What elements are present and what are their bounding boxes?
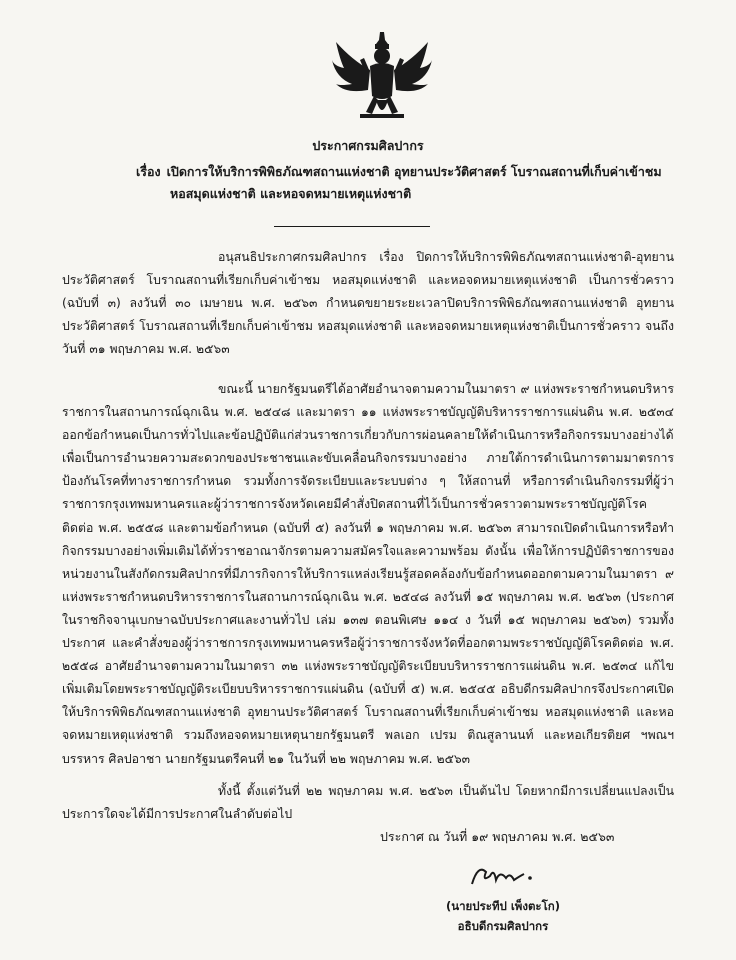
- signer-position: อธิบดีกรมศิลปากร: [457, 919, 549, 933]
- header-divider: [274, 226, 430, 227]
- announcement-date: ประกาศ ณ วันที่ ๑๙ พฤษภาคม พ.ศ. ๒๕๖๓: [380, 829, 615, 844]
- document-title: ประกาศกรมศิลปากร: [312, 138, 424, 153]
- garuda-emblem-icon: [330, 30, 434, 126]
- paragraph-1: อนุสนธิประกาศกรมศิลปากร เรื่อง ปิดการให้บริการพิพิธภัณฑสถานแห่งชาติ-อุทยานประวัติศาสตร์ โบราณสถานที่เรียกเก็บค่าเข้าชม หอสมุดแห่งชาติ และหอจดหมายเหตุแห่งชาติ เป็นการชั่วคราว (ฉบับที่ ๓) ลงวันที่ ๓๐ เมษายน พ.ศ. ๒๕๖๓ กำหนดขยายระยะเวลาปิดบริการพิพิธภัณฑสถานแห่งชาติ อุทยานประวัติศาสตร์ โบราณสถานที่เรียกเก็บค่าเข้าชม หอสมุดแห่งชาติ และหอจดหมายเหตุแห่งชาติเป็นการชั่วคราว จนถึงวันที่ ๓๑ พฤษภาคม พ.ศ. ๒๕๖๓: [62, 250, 674, 357]
- subject-label: เรื่อง: [136, 164, 161, 179]
- handwritten-signature: [466, 858, 540, 892]
- subject-text-line1: เปิดการให้บริการพิพิธภัณฑสถานแห่งชาติ อุทยานประวัติศาสตร์ โบราณสถานที่เก็บค่าเข้าชม: [166, 164, 662, 179]
- paragraph-2: ขณะนี้ นายกรัฐมนตรีได้อาศัยอำนาจตามความในมาตรา ๙ แห่งพระราชกำหนดบริหารราชการในสถานการณ์ฉุกเฉิน พ.ศ. ๒๕๔๘ และมาตรา ๑๑ แห่งพระราชบัญญัติบริหารราชการแผ่นดิน พ.ศ. ๒๕๓๔ ออกข้อกำหนดเป็นการทั่วไปและข้อปฏิบัติแก่ส่วนราชการเกี่ยวกับการผ่อนคลายให้ดำเนินการหรือกิจกรรมบางอย่างได้เพื่อเป็นการอำนวยความสะดวกของประชาชนและขับเคลื่อนกิจกรรมบางอย่าง ภายใต้การดำเนินการตามมาตรการป้องกันโรคที่ทางราชการกำหนด รวมทั้งการจัดระเบียบและระบบต่าง ๆ ให้สถานที่ หรือการดำเนินกิจกรรมที่ผู้ว่าราชการกรุงเทพมหานครและผู้ว่าราชการจังหวัดเคยมีคำสั่งปิดสถานที่ไว้เป็นการชั่วคราวตามพระราชบัญญัติโรคติดต่อ พ.ศ. ๒๕๕๘ และตามข้อกำหนด (ฉบับที่ ๕) ลงวันที่ ๑ พฤษภาคม พ.ศ. ๒๕๖๓ สามารถเปิดดำเนินการหรือทำกิจกรรมบางอย่างเพิ่มเติมได้ทั่วราชอาณาจักรตามความสมัครใจและความพร้อม ดังนั้น เพื่อให้การปฏิบัติราชการของหน่วยงานในสังกัดกรมศิลปากรที่มีภารกิจการให้บริการแหล่งเรียนรู้สอดคล้องกับข้อกำหนดออกตามความในมาตรา ๙ แห่งพระราชกำหนดบริหารราชการในสถานการณ์ฉุกเฉิน พ.ศ. ๒๕๔๘ ลงวันที่ ๑๕ พฤษภาคม พ.ศ. ๒๕๖๓ (ประกาศในราชกิจจานุเบกษาฉบับประกาศและงานทั่วไป เล่ม ๑๓๗ ตอนพิเศษ ๑๑๔ ง วันที่ ๑๕ พฤษภาคม ๒๕๖๓) รวมทั้งประกาศ และคำสั่งของผู้ว่าราชการกรุงเทพมหานครหรือผู้ว่าราชการจังหวัดที่ออกตามพระราชบัญญัติโรคติดต่อ พ.ศ. ๒๕๕๘ อาศัยอำนาจตามความในมาตรา ๓๒ แห่งพระราชบัญญัติระเบียบบริหารราชการแผ่นดิน พ.ศ. ๒๕๓๔ แก้ไขเพิ่มเติมโดยพระราชบัญญัติระเบียบบริหารราชการแผ่นดิน (ฉบับที่ ๕) พ.ศ. ๒๕๔๕ อธิบดีกรมศิลปากรจึงประกาศเปิดให้บริการพิพิธภัณฑสถานแห่งชาติ อุทยานประวัติศาสตร์ โบราณสถานที่เรียกเก็บค่าเข้าชม หอสมุดแห่งชาติ และหอจดหมายเหตุแห่งชาติ รวมถึงหอจดหมายเหตุนายกรัฐมนตรี พลเอก เปรม ติณสูลานนท์ และหอเกียรติยศ ฯพณฯ บรรหาร ศิลปอาชา นายกรัฐมนตรีคนที่ ๒๑ ในวันที่ ๒๒ พฤษภาคม พ.ศ. ๒๕๖๓: [62, 382, 674, 766]
- signature-block: [428, 896, 578, 936]
- paragraph-3: ทั้งนี้ ตั้งแต่วันที่ ๒๒ พฤษภาคม พ.ศ. ๒๕๖๓ เป็นต้นไป โดยหากมีการเปลี่ยนแปลงเป็นประการใดจะได้มีการประกาศในลำดับต่อไป: [62, 784, 674, 822]
- signer-name: (นายประทีป เพ็งตะโก): [445, 899, 561, 913]
- subject-text-line2: หอสมุดแห่งชาติ และหอจดหมายเหตุแห่งชาติ: [170, 186, 412, 201]
- subject-line: [136, 160, 696, 183]
